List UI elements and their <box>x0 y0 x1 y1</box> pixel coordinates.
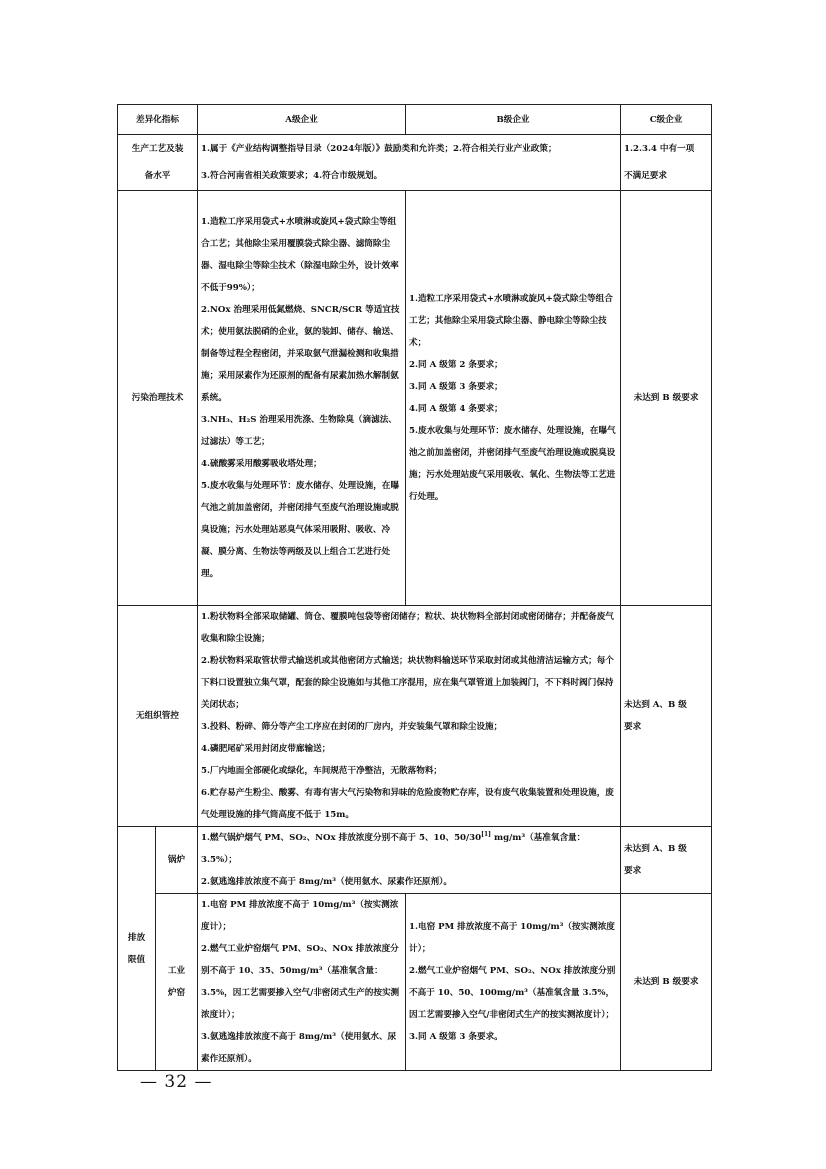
sublabel-industrial-kiln: 工业 炉窑 <box>156 894 198 1071</box>
header-grade-c: C级企业 <box>621 105 712 135</box>
label-process-level: 生产工艺及装 备水平 <box>118 135 198 191</box>
table-header-row <box>118 105 712 135</box>
label-fugitive-control: 无组织管控 <box>118 606 198 827</box>
row-pollution-control <box>118 191 712 606</box>
pollution-b-requirements: 1.造粒工序采用袋式+水喷淋或旋风+袋式除尘等组合工艺；其他除尘采用袋式除尘器、静电除尘等除尘技术； 2.同 A 级第 2 条要求； 3.同 A 级第 3 条要求； 4.同 A 级第 4 条要求； 5.废水收集与处理环节：废水储存、处理设施，在曝气池之前加盖密闭，并密闭排气至废气治理设施或脱臭设施；污水处理站废气采用吸收、氧化、生物法等工艺进行处理。 <box>406 191 621 606</box>
row-fugitive-control <box>118 606 712 827</box>
label-pollution-control: 污染治理技术 <box>118 191 198 606</box>
process-ab-requirements: 1.属于《产业结构调整指导目录（2024年版）》鼓励类和允许类；2.符合相关行业产业政策； 3.符合河南省相关政策要求；4.符合市级规划。 <box>198 135 621 191</box>
kiln-c-requirement: 未达到 B 级要求 <box>621 894 712 1071</box>
header-grade-b: B级企业 <box>406 105 621 135</box>
fugitive-ab-requirements: 1.粉状物料全部采取储罐、筒仓、覆膜吨包袋等密闭储存；粒状、块状物料全部封闭或密闭储存；并配备废气收集和除尘设施； 2.粉状物料采取管状带式输送机或其他密闭方式输送；块状物料输送环节采取封闭或其他清洁运输方式；每个下料口设置独立集气罩，配套的除尘设施如与其他工序混用，应在集气罩管道上加装阀门，不下料时阀门保持关闭状态； 3.投料、粉碎、筛分等产尘工序应在封闭的厂房内，并安装集气罩和除尘设施； 4.磷肥尾矿采用封闭皮带廊输送； 5.厂内地面全部硬化或绿化，车间规范干净整洁，无散落物料； 6.贮存易产生粉尘、酸雾、有毒有害大气污染物和异味的危险废物贮存库，设有废气收集装置和处理设施，废气处理设施的排气筒高度不低于 15m。 <box>198 606 621 827</box>
header-grade-a: A级企业 <box>198 105 406 135</box>
kiln-b-requirements: 1.电窑 PM 排放浓度不高于 10mg/m³（按实测浓度计）； 2.燃气工业炉窑烟气 PM、SO₂、NOx 排放浓度分别不高于 10、50、100mg/m³（基准氧含量 3.5%，因工艺需要掺入空气/非密闭式生产的按实测浓度计）； 3.同 A 级第 3 条要求。 <box>406 894 621 1071</box>
row-emission-boiler <box>118 827 712 894</box>
process-c-requirement: 1.2.3.4 中有一项 不满足要求 <box>621 135 712 191</box>
boiler-ab-requirements: 1.燃气锅炉烟气 PM、SO₂、NOx 排放浓度分别不高于 5、10、50/30[1] mg/m³（基准氧含量：3.5%）； 2.氨逃逸排放浓度不高于 8mg/m³（使用氨水、尿素作还原剂）。 <box>198 827 621 894</box>
row-emission-kiln <box>118 894 712 1071</box>
footnote-marker: [1] <box>481 831 491 839</box>
differentiation-table <box>117 104 712 1071</box>
fugitive-c-requirement: 未达到 A、B 级 要求 <box>621 606 712 827</box>
page-number: — 32 — <box>140 1072 213 1092</box>
pollution-a-requirements: 1.造粒工序采用袋式+水喷淋或旋风+袋式除尘等组合工艺；其他除尘采用覆膜袋式除尘器、滤筒除尘器、湿电除尘等除尘技术（除湿电除尘外，设计效率不低于99%）； 2.NOx 治理采用低氮燃烧、SNCR/SCR 等适宜技术；使用氨法脱硝的企业，氨的装卸、储存、输送、制备等过程全程密闭，并采取氨气泄漏检测和收集措施；采用尿素作为还原剂的配备有尿素加热水解制氨系统。 3.NH₃、H₂S 治理采用洗涤、生物除臭（滴滤法、过滤法）等工艺； 4.硫酸雾采用酸雾吸收塔处理； 5.废水收集与处理环节：废水储存、处理设施，在曝气池之前加盖密闭，并密闭排气至废气治理设施或脱臭设施；污水处理站恶臭气体采用吸附、吸收、冷凝、膜分离、生物法等两级及以上组合工艺进行处理。 <box>198 191 406 606</box>
boiler-c-requirement: 未达到 A、B 级 要求 <box>621 827 712 894</box>
label-emission-limits: 排放 限值 <box>118 827 156 1071</box>
kiln-a-requirements: 1.电窑 PM 排放浓度不高于 10mg/m³（按实测浓度计）； 2.燃气工业炉窑烟气 PM、SO₂、NOx 排放浓度分别不高于 10、35、50mg/m³（基准氧含量：3.5%，因工艺需要掺入空气/非密闭式生产的按实测浓度计）； 3.氨逃逸排放浓度不高于 8mg/m³（使用氨水、尿素作还原剂）。 <box>198 894 406 1071</box>
sublabel-boiler: 锅炉 <box>156 827 198 894</box>
header-indicator: 差异化指标 <box>118 105 198 135</box>
pollution-c-requirement: 未达到 B 级要求 <box>621 191 712 606</box>
row-process-level <box>118 135 712 191</box>
